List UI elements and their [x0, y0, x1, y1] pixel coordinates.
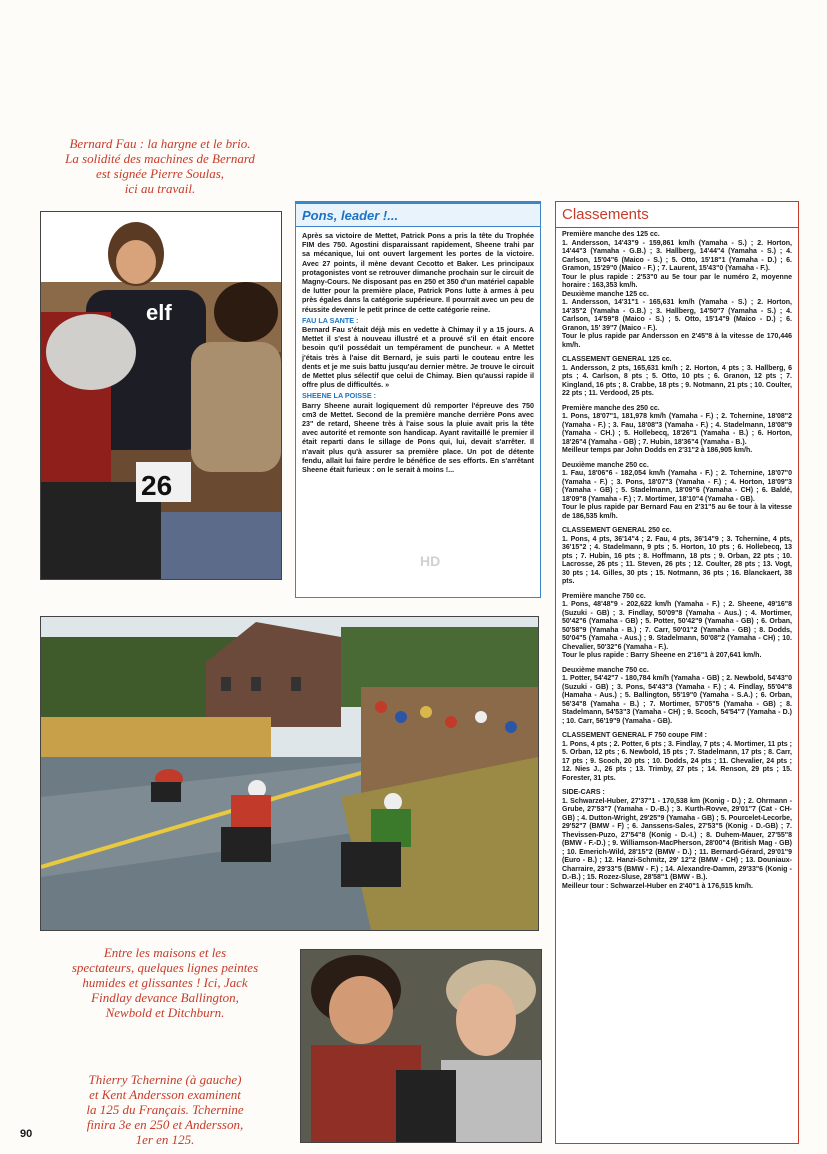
photo-race-scene — [40, 616, 539, 931]
classements-body — [556, 228, 798, 900]
article-box — [295, 201, 541, 598]
photo-bernard-fau-image — [41, 212, 281, 579]
classement-section: SIDE-CARS : 1. Schwarzel-Huber, 27'37"1 - 170,538 km (Konig - D.) ; 2. Ohrmann - Grube, 27'53"7 (Yamaha - D.-B.) ; 3. Kurth-Rovve, 29'01"7 (Cat - CH-GB) ; 4. Dutton-Wright, 29'25"9 (Yamaha - GB) ; 5. Pourcelet-Lecorbe, 29'52"7 (BMW - F) ; 6. Janssens-Sales, 27'53"5 (Konig - D.-GB) ; 7. Thevissen-Puzo, 27'54"8 (Konig - D.-I.) ; 8. Duhem-Mauer, 27'55"8 (BMW - F.-D.) ; 9. Williamson-MacPherson, 28'00"4 (British Mag - GB) ; 10. Emerich-Wild, 28'15"2 (BMW - D.) ; 11. Bernard-Gérard, 29'01"9 (Euro - B.) ; 12. Hanzi-Schmitz, 29' 12"2 (BMW - CH) ; 13. Douniaux-Charraire, 29'33"5 (BMW - F.) ; 14. Alexandre-Damm, 29'33"6 (Konig - D.-B.) ; 15. Rozez-Sluse, 28'58"1 (BMW - B.). Meilleur tour : Schwarzel-Huber en 2'40"1 à 176,515 km/h. — [562, 789, 792, 890]
article-paragraph: Barry Sheene aurait logiquement dû remporter l'épreuve des 750 cm3 de Mettet. Second de la première manche derrière Pons avec 23" de retard, Sheene très à l'aise sous la pluie avait pris la tête avec autorité et remonte son handicap. Ayant ravitaillé le premier il était reparti dans le sillage de Pons qui, lui, devait s'arrêter. Il n'avait plus qu'à assurer sa première place. Un pot de détente fendu, allait lui faire perdre le bénéfice de ses efforts. En s'arrêtant Sheene était furieux : on le serait à moins !... — [302, 400, 534, 475]
caption-middle: Entre les maisons et les spectateurs, quelques lignes peintes humides et glissantes ! Ici, Jack Findlay devance Ballington, Newbold et Ditchburn. — [71, 945, 259, 1020]
photo-tchernine-andersson — [300, 949, 542, 1143]
classement-section: CLASSEMENT GENERAL 125 cc. 1. Andersson, 2 pts, 165,631 km/h ; 2. Horton, 4 pts ; 3. Hallberg, 6 pts ; 4. Carlson, 8 pts ; 5. Otto, 10 pts ; 6. Granon, 12 pts ; 7. Kingland, 16 pts ; 8. Crabbe, 18 pts ; 9. Notmann, 21 pts ; 10. Coulter, 22 pts ; 11. Verdood, 25 pts. — [562, 356, 792, 397]
classement-section: CLASSEMENT GENERAL F 750 coupe FIM : 1. Pons, 4 pts ; 2. Potter, 6 pts ; 3. Findlay, 7 pts ; 4. Mortimer, 11 pts ; 5. Orban, 12 pts ; 6. Newbold, 15 pts ; 7. Stadelmann, 17 pts ; 8. Carr, 17 pts ; 9. Scoch, 20 pts ; 10. Dodds, 24 pts ; 11. Chevalier, 24 pts ; 12. Nies J., 26 pts ; 13. Trimby, 27 pts ; 14. Renson, 29 pts ; 15. Forester, 31 pts. — [562, 732, 792, 782]
caption-top: Bernard Fau : la hargne et le brio. La solidité des machines de Bernard est signée Pierre Soulas, ici au travail. — [65, 136, 255, 196]
rider-badge: elf — [146, 300, 172, 325]
photo-bernard-fau — [40, 211, 282, 580]
classement-section: CLASSEMENT GENERAL 250 cc. 1. Pons, 4 pts, 36'14"4 ; 2. Fau, 4 pts, 36'14"9 ; 3. Tchernine, 4 pts, 36'15"2 ; 4. Stadelmann, 9 pts ; 5. Horton, 10 pts ; 6. Hollebecq, 13 pts ; 7. Hubin, 16 pts ; 8. Hoffmann, 18 pts ; 9. Orban, 22 pts ; 10. Lacrosse, 26 pts ; 11. Steven, 26 pts ; 12. Coulter, 28 pts ; 13. Vogt, 30 pts ; 14. Gilles, 30 pts ; 15. Notmann, 36 pts ; 16. Blanckaert, 38 pts. — [562, 527, 792, 585]
classement-section: Deuxième manche 750 cc. 1. Potter, 54'42"7 - 180,784 km/h (Yamaha - GB) ; 2. Newbold, 54'43"0 (Suzuki - GB) ; 3. Pons, 54'43"3 (Yamaha - F.) ; 4. Findlay, 55'04"8 (Hamaha - Aus.) ; 5. Ballington, 55'19"0 (Yamaha - S.A.) ; 6. Orban, 56'34"8 (Yamaha - B.) ; 7. Mortimer, 57'05"5 (Yamaha - GB) ; 8. Stadelmann, 54'53"3 (Yamaha - CH) ; 9. Scoch, 54'54"7 (Yamaha - D.) ; 10. Carr, 56'19"9 (Yamaha - GB). — [562, 666, 792, 725]
photo-race-scene-image — [41, 617, 538, 930]
article-title: Pons, leader !... — [296, 204, 540, 227]
page-number: 90 — [20, 1128, 33, 1140]
article-subheading: SHEENE LA POISSE : — [302, 391, 377, 401]
classement-section: Deuxième manche 250 cc. 1. Fau, 18'06"6 - 182,054 km/h (Yamaha - F.) ; 2. Tchernine, 18'07"0 (Yamaha - F.) ; 3. Pons, 18'07"3 (Yamaha - F.) ; 4. Horton, 18'09"3 (Yamaha - GB) ; 5. Stadelmann, 18'09"6 (Yamaha - CH) ; 6. Baldé, 18'09"8 (Yamaha - F.) ; 7. Mortimer, 18'10"4 (Yamaha - GB). Tour le plus rapide par Bernard Fau en 2'31"5 au 6e tour à la vitesse de 186,535 km/h. — [562, 461, 792, 520]
article-subheading: FAU LA SANTE : — [302, 315, 359, 325]
article-paragraph: Après sa victoire de Mettet, Patrick Pons a pris la tête du Trophée FIM des 750. Agostini disparaissant rapidement, Sheene trahi par sa mécanique, lui ont ouvert largement les portes de la victoire. Avec 27 points, il mène devant Cecotto et Baker. Les principaux protagonistes vont se retrouver dimanche prochain sur le circuit de Magny-Cours. Ne disposant pas en 250 et 350 d'un matériel capable de lutter pour la première place, Patrick Pons lutte à armes à peu près égales dans la catégorie supérieure. Il pourrait avec un peu de réussite devenir le petit prince de cette catégorie reine. — [302, 231, 534, 314]
photo-tchernine-andersson-image — [301, 950, 541, 1142]
classements-box — [555, 201, 799, 1144]
watermark: HD — [420, 553, 441, 569]
caption-bottom: Thierry Tchernine (à gauche) et Kent Andersson examinent la 125 du Français. Tchernine finira 3e en 250 et Andersson, 1er en 125. — [86, 1072, 244, 1147]
classement-section: Première manche des 125 cc. 1. Andersson, 14'43"9 - 159,861 km/h (Yamaha - S.) ; 2. Horton, 14'44"3 (Yamaha - G.B.) ; 3. Hallberg, 14'44"4 (Yamaha - S.) ; 4. Carlson, 15'04"6 (Maico - S.) ; 5. Otto, 15'18"1 (Yamaha - D.) ; 6. Gramon, 15'29"0 (Maico - F.) ; 7. Laurent, 15'43"0 (Yamaha - F.). Tour le plus rapide : 2'53"0 au 5e tour par le numéro 2, moyenne horaire : 163,353 km/h. Deuxième manche 125 cc. 1. Andersson, 14'31"1 - 165,631 km/h (Yamaha - S.) ; 2. Horton, 14'35"2 (Yamaha - G.B.) ; 3. Hallberg, 14'50"7 (Yamaha - S.) ; 4. Carlson, 14'59"8 (Maico - S.) ; 5. Otto, 15'14"9 (Maico - D.) ; 6. Granon, 15' 39"7 (Maico - F.). Tour le plus rapide par Andersson en 2'45"8 à la vitesse de 170,446 km/h. — [562, 231, 792, 349]
bike-number: 26 — [141, 470, 173, 501]
article-paragraph: Bernard Fau s'était déjà mis en vedette à Chimay il y a 15 jours. A Mettet il s'est à nouveau illustré et a prouvé s'il en était encore besoin qu'il possédait un tempérament de puncheur. « A Mettet j'étais très à l'aise dit Bernard, je suis parti le couteau entre les dents et je me suis battu jusqu'au dernier mètre. Je trouve le circuit de Mettet plus sélectif que celui de Chimay. Bien qu'aussi rapide il offre plus de difficultés. » — [302, 325, 534, 390]
classements-title: Classements — [556, 202, 798, 228]
classement-section: Première manche des 250 cc. 1. Pons, 18'07"1, 181,978 km/h (Yamaha - F.) ; 2. Tchernine, 18'08"2 (Yamaha - F.) ; 3. Fau, 18'08"3 (Yamaha - F.) ; 4. Stadelmann, 18'08"9 (Yamaha - CH.) ; 5. Hollebecq, 18'26"1 (Yamaha - B.) ; 6. Horton, 18'26"4 (Yamaha - GB) ; 7. Hubin, 18'36"4 (Yamaha - B.). Meilleur temps par John Dodds en 2'31"2 à 186,905 km/h. — [562, 404, 792, 454]
classement-section: Première manche 750 cc. 1. Pons, 48'48"9 - 202,622 km/h (Yamaha - F.) ; 2. Sheene, 49'16"8 (Suzuki - GB) ; 3. Findlay, 50'09"8 (Yamaha - Aus.) ; 4. Mortimer, 50'42"6 (Yamaha - GB) ; 5. Potter, 50'42"9 (Yamaha - GB) ; 6. Orban, 50'58"9 (Yamaha - B.) ; 7. Carr, 50'01"2 (Yamaha - GB) ; 8. Dodds, 50'04"5 (Yamaha - Aus.) ; 9. Stadelmann, 50'08"2 (Yamaha - CH) ; 10. Chevalier, 50'32"6 (Yamaha - F.). Tour le plus rapide : Barry Sheene en 2'16"1 à 207,641 km/h. — [562, 592, 792, 659]
